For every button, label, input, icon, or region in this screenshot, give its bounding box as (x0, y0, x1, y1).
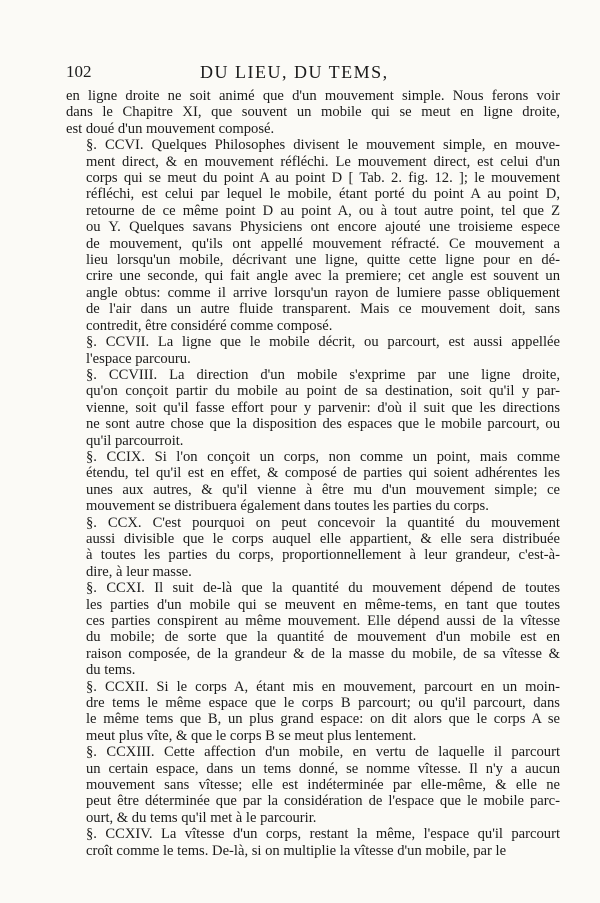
text-line: unes aux autres, & qu'il vienne à être mu d'un mouvement simple; ce (86, 481, 560, 498)
text-line: de l'air dans un autre fluide transparent. Mais ce mouvement doit, sans (86, 301, 560, 318)
text-line: à toutes les parties du corps, proportionnellement à leur grandeur, c'est-à- (86, 547, 560, 564)
paragraph-p206 (66, 137, 560, 334)
text-line: aussi divisible que le corps auquel elle appartient, & elle sera distribuée (86, 530, 560, 547)
text-line: §. CCXIV. La vîtesse d'un corps, restant la même, l'espace qu'il parcourt (86, 826, 560, 843)
text-line: §. CCXII. Si le corps A, étant mis en mouvement, parcourt en un moin- (86, 678, 560, 695)
text-line: §. CCVI. Quelques Philosophes divisent le mouvement simple, en mouve- (86, 137, 560, 154)
text-line: croît comme le tems. De-là, si on multiplie la vîtesse d'un mobile, par le (86, 842, 507, 859)
text-line: §. CCVIII. La direction d'un mobile s'exprime par une ligne droite, (86, 366, 560, 383)
text-line: du tems. (86, 662, 136, 679)
text-line: §. CCXI. Il suit de-là que la quantité du mouvement dépend de toutes (86, 580, 560, 597)
paragraph-p208 (66, 367, 560, 449)
paragraph-p213 (66, 744, 560, 826)
paragraph-p0 (66, 88, 560, 137)
text-line: ces parties conspirent au même mouvement. Elle dépend aussi de la vîtesse (86, 613, 560, 629)
text-line: raison composée, de la grandeur & de la masse du mobile, de sa vîtesse & (86, 645, 560, 662)
text-line: ne sont autre chose que la disposition des espaces que le mobile parcourt, ou (86, 416, 560, 433)
paragraph-p214 (66, 826, 560, 859)
page-header (66, 62, 560, 86)
text-line: §. CCXIII. Cette affection d'un mobile, en vertu de laquelle il parcourt (86, 744, 560, 761)
text-line: mouvement sans vîtesse; elle est indéterminée par elle-même, & elle ne (86, 777, 560, 794)
text-line: les parties d'un mobile qui se meuvent en même-tems, en tant que toutes (86, 596, 560, 613)
text-line: qu'on conçoit partir du mobile au point de sa destination, soit qu'il y par- (86, 383, 560, 400)
text-line: retourne de ce même point D au point A, ou à tout autre point, tel que Z (86, 202, 560, 219)
text-line: crire une seconde, qui fait angle avec la premiere; cet angle est souvent un (86, 268, 560, 285)
text-line: meut plus vîte, & que le corps B se meut plus lentement. (86, 727, 417, 744)
text-line: contredit, être considéré comme composé. (86, 317, 333, 334)
paragraph-p212 (66, 679, 560, 745)
text-line: ment direct, & en mouvement réfléchi. Le mouvement direct, est celui d'un (86, 153, 560, 170)
text-line: ourt, & du tems qu'il met à le parcourir. (86, 809, 317, 826)
body-text (66, 88, 560, 859)
text-line: vienne, soit qu'il fasse effort pour y parvenir: d'où il suit que les directions (86, 399, 560, 416)
text-line: l'espace parcouru. (86, 350, 191, 367)
text-line: ou Y. Quelques savans Physiciens ont encore ajouté une troisieme espece (86, 219, 560, 236)
page-number: 102 (66, 62, 92, 81)
text-line: le même tems que B, un plus grand espace: on dit alors que le corps A se (86, 711, 560, 728)
text-line: lieu lorsqu'un mobile, décrivant une ligne, quitte cette ligne pour en dé- (86, 252, 560, 269)
paragraph-p211 (66, 580, 560, 678)
text-line: corps qui se meut du point A au point D [ Tab. 2. fig. 12. ]; le mouvement (86, 170, 560, 187)
text-line: peut être déterminée que par la considération de l'espace que le mobile parc- (86, 793, 560, 810)
paragraph-p207 (66, 334, 560, 367)
text-line: dans le Chapitre XI, que souvent un mobile qui se meut en ligne droite, (66, 104, 560, 121)
text-line: un certain espace, dans un tems donné, se nomme vîtesse. Il n'y a aucun (86, 760, 560, 777)
text-line: réfléchi, est celui par lequel le mobile, étant porté du point A au point D, (86, 186, 560, 203)
text-line: §. CCVII. La ligne que le mobile décrit, ou parcourt, est aussi appellée (86, 334, 560, 351)
running-head: DU LIEU, DU TEMS, (200, 62, 389, 82)
text-line: dre tems le même espace que le corps B parcourt; ou qu'il parcourt, dans (86, 695, 560, 712)
text-line: qu'il parcourroit. (86, 432, 184, 449)
text-line: de mouvement, qu'ils ont appellé mouvement réfracté. Ce mouvement a (86, 235, 560, 252)
paragraph-p209 (66, 449, 560, 515)
text-line: dire, à leur masse. (86, 563, 192, 580)
text-line: étendu, tel qu'il est en effet, & composé de parties qui soient adhérentes les (86, 465, 560, 482)
text-line: §. CCX. C'est pourquoi on peut concevoir la quantité du mouvement (86, 514, 560, 531)
text-line: est doué d'un mouvement composé. (66, 120, 275, 137)
text-line: du mobile; de sorte que la quantité de mouvement d'un mobile est en (86, 629, 560, 646)
text-line: §. CCIX. Si l'on conçoit un corps, non comme un point, mais comme (86, 448, 560, 465)
text-line: angle obtus: comme il arrive lorsqu'un rayon de lumiere passe obliquement (86, 284, 560, 301)
text-line: en ligne droite ne soit animé que d'un mouvement simple. Nous ferons voir (66, 88, 560, 104)
paragraph-p210 (66, 515, 560, 581)
text-line: mouvement se distribuera également dans toutes les parties du corps. (86, 498, 489, 515)
